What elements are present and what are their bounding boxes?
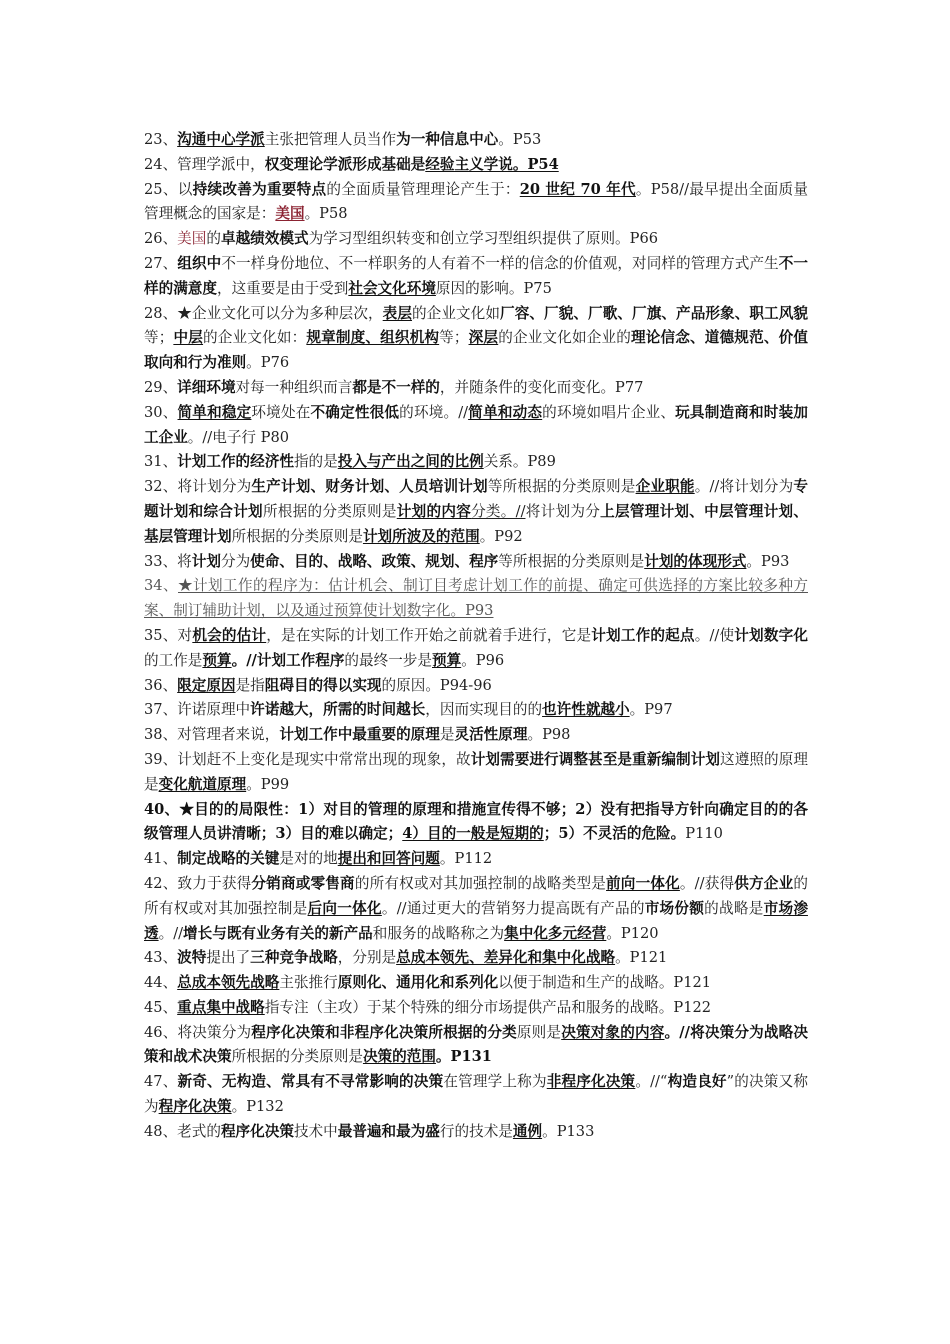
text-segment: 等所根据的分类原则是 [498, 552, 645, 570]
text-segment: 对每一种组织而言 [235, 378, 353, 396]
emphasis-text: 都是不一样的 [352, 378, 440, 396]
key-term: 中层 [173, 329, 204, 347]
key-term: 美国 [275, 205, 305, 223]
text-segment: 32、将计划分为 [144, 478, 252, 496]
key-term: 变化航道原理 [158, 775, 247, 793]
emphasis-text: 。//将决策分为战略决策和战术决策 [144, 1023, 808, 1066]
emphasis-text: 市场份额 [644, 899, 705, 917]
text-segment: 环境处在 [251, 403, 311, 421]
item-25 [144, 178, 808, 228]
emphasis-text: 三种竞争战略 [250, 949, 338, 967]
text-segment: 美国 [177, 230, 207, 248]
text-segment: 等所根据的分类原则是 [487, 478, 636, 496]
text-segment: 。//将计划分为 [694, 478, 794, 496]
text-segment: 和服务的战略称之为 [372, 924, 505, 942]
text-segment: ，这重要是由于受到 [216, 279, 349, 297]
text-segment: 是 [439, 726, 455, 744]
emphasis-text: 供方企业 [734, 874, 794, 892]
key-term: 限定原因 [177, 676, 236, 694]
key-term: 预算 [202, 651, 232, 669]
emphasis-text: 计划数字化 [734, 626, 808, 644]
text-segment: 所根据的分类原则是 [231, 527, 363, 545]
text-segment: 等； [144, 329, 174, 347]
text-segment: 43、 [144, 949, 178, 967]
emphasis-text: 许诺越大，所需的时间越长 [250, 701, 426, 719]
text-segment: 的企业文化如： [203, 329, 307, 347]
text-segment: 。P133 [542, 1122, 595, 1140]
key-term: 表层 [382, 304, 413, 322]
emphasis-text: 。//计划工作程序 [231, 651, 345, 669]
text-segment: 的环境。// [399, 403, 469, 421]
text-segment: 46、将决策分为 [144, 1023, 252, 1041]
key-term: 企业职能 [635, 478, 695, 496]
emphasis-text: 详细环境 [177, 378, 236, 396]
item-42 [144, 872, 808, 946]
emphasis-text: 计划需要进行调整甚至是重新编制计划 [470, 750, 721, 768]
text-segment: ，分别是 [337, 949, 397, 967]
item-29 [144, 376, 808, 401]
text-segment: 34、 [144, 577, 178, 595]
key-term: 通例 [512, 1122, 543, 1140]
emphasis-text: 程序化决策和非程序化决策所根据的分类 [251, 1023, 517, 1041]
text-segment: 关系。P89 [483, 453, 556, 471]
emphasis-text: 不一样的满意度 [144, 254, 808, 297]
item-47 [144, 1070, 808, 1120]
emphasis-text: 理论信念、道德规范、价值取向和行为准则 [144, 329, 808, 372]
emphasis-text: 厂容、厂貌、厂歌、厂旗、产品形象、职工风貌 [500, 304, 808, 322]
emphasis-text: 玩具制造商和时装加工企业 [144, 403, 808, 446]
text-segment: 。P58//最早提出全面质量管理概念的国家是： [144, 180, 808, 223]
text-segment: ”的决策又称为 [144, 1073, 808, 1116]
text-segment: 。P96 [461, 651, 505, 669]
item-24 [144, 153, 808, 178]
text-segment: 。P99 [246, 775, 290, 793]
text-segment: 24、管理学派中， [144, 155, 265, 173]
text-segment: 的战略是 [704, 899, 764, 917]
key-term: 简单和动态 [468, 403, 543, 421]
key-term: 4）目的一般是短期的 [402, 825, 544, 843]
emphasis-text: 新奇、无构造、常具有不寻常影响的决策 [177, 1073, 444, 1091]
emphasis-text: 最普遍和最为盛 [337, 1122, 440, 1140]
text-segment: 的原因。P94-96 [381, 676, 492, 694]
text-segment: 所根据的分类原则是 [231, 1048, 363, 1066]
emphasis-text: 上层管理计划、中层管理计划、基层管理计划 [144, 502, 808, 545]
text-segment: 35、对 [144, 626, 193, 644]
emphasis-text: 分销商或零售商 [251, 874, 355, 892]
text-segment: 的 [206, 230, 221, 248]
text-segment: 原则是 [516, 1023, 562, 1041]
text-segment: 技术中 [293, 1122, 338, 1140]
text-segment: 。//电子行 P80 [187, 428, 290, 446]
text-segment: 的所有权或对其加强控制的战略类型是 [354, 874, 607, 892]
key-term: 20 世纪 70 年代 [519, 180, 636, 198]
text-segment: 不一样身份地位、不一样职务的人有着不一样的信念的价值观，对同样的管理方式产生 [221, 254, 779, 272]
text-segment: 。P112 [439, 850, 493, 868]
item-43 [144, 946, 808, 971]
item-26 [144, 227, 808, 252]
text-segment: 指专注（主攻）于某个特殊的细分市场提供产品和服务的战略。P122 [264, 998, 712, 1016]
key-term: 预算 [432, 651, 462, 669]
text-segment: 的工作是 [144, 651, 203, 669]
text-segment: 37、许诺原理中 [144, 701, 251, 719]
text-segment: 。P58 [304, 205, 348, 223]
emphasis-text: 组织中 [177, 254, 222, 272]
key-term: 简单和稳定 [177, 403, 252, 421]
text-segment: 42、致力于获得 [144, 874, 252, 892]
text-segment: 。P121 [615, 949, 668, 967]
key-term: 机会的估计 [192, 626, 267, 644]
text-segment: 以便于制造和生产的战略。P121 [498, 974, 712, 992]
text-segment: 分为 [220, 552, 251, 570]
text-segment: 在管理学上称为 [443, 1073, 547, 1091]
text-segment: 30、 [144, 403, 178, 421]
text-segment: 所根据的分类原则是 [262, 502, 397, 520]
text-segment: 。//通过更大的营销努力提高既有产品的 [381, 899, 645, 917]
text-segment: 。P120 [606, 924, 659, 942]
text-segment: 。P93 [746, 552, 790, 570]
item-36 [144, 674, 808, 699]
text-segment: 是指 [235, 676, 265, 694]
key-term: 计划的体现形式 [644, 552, 747, 570]
emphasis-text: 40、★目的的局限性：1）对目的管理的原理和措施宣传得不够；2）没有把指导方针向确定目的的各级管理人员讲清晰；3）目的难以确定； [144, 800, 808, 843]
text-segment: 45、 [144, 998, 178, 1016]
text-segment: 这遵照的原理是 [144, 750, 808, 793]
text-segment: 提出了 [206, 949, 251, 967]
text-segment: 36、 [144, 676, 178, 694]
text-segment: 。//“ [635, 1073, 668, 1091]
text-segment: 41、 [144, 850, 178, 868]
emphasis-text: 计划 [191, 552, 221, 570]
text-segment: 39、计划赶不上变化是现实中常常出现的现象，故 [144, 750, 471, 768]
emphasis-text: 权变理论学派形成基础是 [264, 155, 426, 173]
item-32 [144, 475, 808, 549]
key-term: 社会文化环境 [348, 279, 436, 297]
emphasis-text: 生产计划、财务计划、人员培训计划 [251, 478, 488, 496]
key-term: 后向一体化 [307, 899, 382, 917]
text-segment: 的所有权或对其加强控制是 [144, 874, 808, 917]
emphasis-text: 为一种信息中心 [396, 131, 499, 148]
key-term: 分类。// [471, 502, 526, 520]
emphasis-text: 构造良好 [667, 1073, 727, 1091]
item-40 [144, 798, 808, 848]
text-segment: P110 [685, 825, 723, 843]
item-44 [144, 971, 808, 996]
item-30 [144, 401, 808, 451]
item-41 [144, 847, 808, 872]
item-28 [144, 302, 808, 376]
text-segment: 44、 [144, 974, 178, 992]
key-term: 规章制度、组织机构 [306, 329, 440, 347]
key-term: 集中化多元经营 [504, 924, 607, 942]
key-term: 计划所波及的范围 [362, 527, 480, 545]
emphasis-text: 波特 [177, 949, 207, 967]
text-segment: 。P53 [498, 131, 542, 148]
text-segment: 是对的地 [279, 850, 338, 868]
text-segment: 23、 [144, 131, 178, 148]
item-37 [144, 698, 808, 723]
emphasis-text: 不确定性很低 [310, 403, 400, 421]
key-term: 程序化决策 [158, 1098, 232, 1116]
text-segment: 的环境如唱片企业、 [542, 403, 676, 421]
key-term: 前向一体化 [606, 874, 680, 892]
text-segment: 38、对管理者来说， [144, 726, 280, 744]
key-term: 重点集中战略 [177, 998, 265, 1016]
emphasis-text: 原则化、通用化和系列化 [337, 974, 499, 992]
emphasis-text: 计划工作的经济性 [177, 453, 294, 471]
key-term: 市场渗透 [144, 899, 808, 942]
emphasis-text: 计划工作的起点 [591, 626, 695, 644]
text-segment: 将计划为分 [525, 502, 601, 520]
emphasis-text: 持续改善为重要特点 [192, 180, 327, 198]
key-term: 投入与产出之间的比例 [337, 453, 484, 471]
emphasis-text: 阻碍目的得以实现 [264, 676, 382, 694]
text-segment: ，并随条件的变化而变化。P77 [439, 378, 644, 396]
text-segment: 28、★企业文化可以分为多种层次， [144, 304, 383, 322]
text-segment: 主张把管理人员当作 [264, 131, 397, 148]
text-segment: 26、 [144, 230, 178, 248]
text-segment: 。// [158, 924, 184, 942]
text-segment: 的全面质量管理理论产生于： [326, 180, 520, 198]
key-term: 也许性就越小 [542, 701, 630, 719]
document-page [144, 128, 808, 1145]
key-term: 非程序化决策 [546, 1073, 636, 1091]
text-segment: 。P97 [629, 701, 673, 719]
emphasis-text: 程序化决策 [220, 1122, 294, 1140]
emphasis-text: 。P131 [435, 1048, 492, 1066]
item-38 [144, 723, 808, 748]
text-segment: 原因的影响。P75 [435, 279, 552, 297]
emphasis-text: 计划工作中最重要的原理 [279, 726, 440, 744]
text-segment: 。P132 [231, 1098, 284, 1116]
key-term: 沟通中心学派 [177, 131, 265, 148]
text-segment: 31、 [144, 453, 178, 471]
text-segment: 。//获得 [679, 874, 735, 892]
key-term: 提出和回答问题 [337, 850, 440, 868]
item-48 [144, 1120, 808, 1145]
key-term: ★计划工作的程序为：估计机会、制订目考虑计划工作的前提、确定可供选择的方案比较多种方案、制订辅助计划，以及通过预算使计划数字化。P93 [144, 577, 808, 620]
item-35 [144, 624, 808, 674]
key-term: 计划的内容 [396, 502, 472, 520]
key-term: 决策的范围 [362, 1048, 436, 1066]
text-segment: 。P92 [479, 527, 523, 545]
emphasis-text: 专题计划和综合计划 [144, 478, 808, 520]
key-term: 深层 [468, 329, 499, 347]
item-45 [144, 996, 808, 1021]
text-segment: 48、老式的 [144, 1122, 221, 1140]
text-segment: 。//使 [694, 626, 735, 644]
text-segment: 25、以 [144, 180, 193, 198]
text-segment: 33、将 [144, 552, 192, 570]
text-segment: 指的是 [293, 453, 338, 471]
item-23 [144, 128, 808, 153]
emphasis-text: 使命、目的、战略、政策、规划、程序 [250, 552, 499, 570]
item-34 [144, 574, 808, 624]
item-27 [144, 252, 808, 302]
text-segment: 。P76 [246, 354, 290, 372]
key-term: 经验主义学说。P54 [425, 155, 559, 173]
item-31 [144, 450, 808, 475]
key-term: 总成本领先、差异化和集中化战略 [396, 949, 616, 967]
text-segment: 的企业文化如企业的 [498, 329, 632, 347]
text-segment: 47、 [144, 1073, 178, 1091]
key-term: 总成本领先战略 [177, 974, 280, 992]
emphasis-text: 增长与既有业务有关的新产品 [183, 924, 373, 942]
text-segment: ，因而实现目的的 [425, 701, 543, 719]
text-segment: 。P98 [527, 726, 571, 744]
item-39 [144, 748, 808, 798]
key-term: 决策对象的内容 [561, 1023, 665, 1041]
text-segment: 27、 [144, 254, 178, 272]
text-segment: 的企业文化如 [412, 304, 501, 322]
text-segment: ，是在实际的计划工作开始之前就着手进行，它是 [266, 626, 592, 644]
text-segment: 的最终一步是 [344, 651, 432, 669]
emphasis-text: 灵活性原理 [454, 726, 528, 744]
emphasis-text: 制定战略的关键 [177, 850, 280, 868]
emphasis-text: ；5）不灵活的危险。 [543, 825, 686, 843]
text-segment: 主张推行 [279, 974, 338, 992]
text-segment: 29、 [144, 378, 178, 396]
item-33 [144, 550, 808, 575]
text-segment: 行的技术是 [439, 1122, 513, 1140]
item-46 [144, 1021, 808, 1071]
text-segment: 等； [439, 329, 469, 347]
emphasis-text: 卓越绩效模式 [220, 230, 309, 248]
text-segment: 为学习型组织转变和创立学习型组织提供了原则。P66 [308, 230, 659, 248]
